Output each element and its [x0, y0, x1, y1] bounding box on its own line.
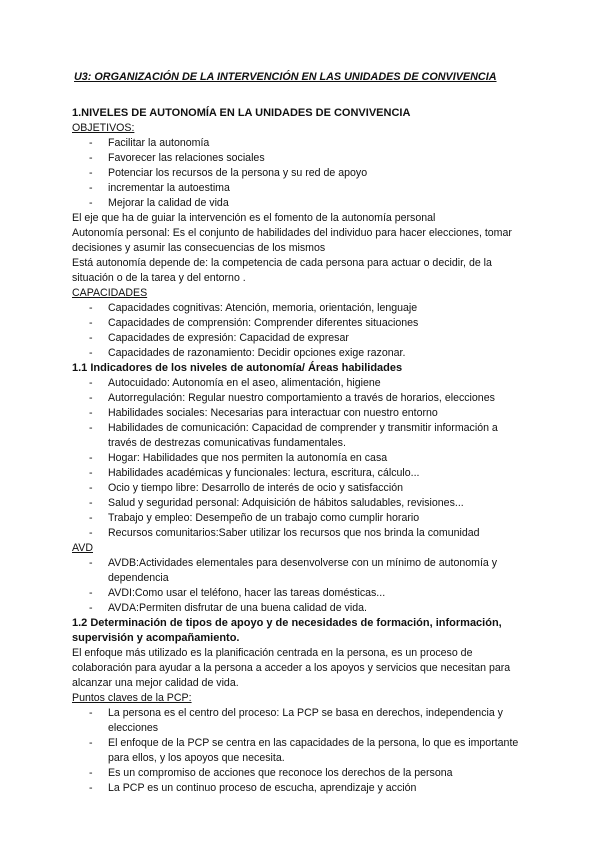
objetivos-label: OBJETIVOS:	[72, 122, 135, 134]
list-item: - Potenciar los recursos de la persona y su red de apoyo	[72, 166, 522, 181]
avd-label: AVD	[72, 542, 93, 554]
objetivos-list	[72, 136, 522, 211]
list-item: - Capacidades de comprensión: Comprender diferentes situaciones	[72, 316, 522, 331]
puntos-claves-label: Puntos claves de la PCP:	[72, 692, 192, 704]
list-item: - La PCP es un continuo proceso de escucha, aprendizaje y acción	[72, 781, 522, 796]
paragraph-depende: Está autonomía depende de: la competencia de cada persona para actuar o decidir, de la situación o de la tarea y del entorno .	[72, 257, 492, 284]
section-1-2-heading: 1.2 Determinación de tipos de apoyo y de necesidades de formación, información, supervisión y acompañamiento.	[72, 617, 502, 644]
list-item: - Es un compromiso de acciones que reconoce los derechos de la persona	[72, 766, 522, 781]
list-item: - Mejorar la calidad de vida	[72, 196, 522, 211]
paragraph-eje: El eje que ha de guiar la intervención es el fomento de la autonomía personal	[72, 212, 436, 224]
section-1-heading: 1.NIVELES DE AUTONOMÍA EN LA UNIDADES DE CONVIVENCIA	[72, 107, 411, 119]
section-1-1-heading: 1.1 Indicadores de los niveles de autonomía/ Áreas habilidades	[72, 362, 403, 374]
list-item: - Capacidades de expresión: Capacidad de expresar	[72, 331, 522, 346]
document-body	[72, 70, 522, 796]
list-item: - incrementar la autoestima	[72, 181, 522, 196]
list-item: - Favorecer las relaciones sociales	[72, 151, 522, 166]
list-item: - Trabajo y empleo: Desempeño de un trabajo como cumplir horario	[72, 511, 522, 526]
avd-list	[72, 556, 522, 616]
list-item: - El enfoque de la PCP se centra en las capacidades de la persona, lo que es importante para ellos, y los apoyos que necesita.	[72, 736, 522, 766]
paragraph-definicion: Autonomía personal: Es el conjunto de habilidades del individuo para hacer elecciones, tomar decisiones y asumir las consecuencias de los mismos	[72, 227, 512, 254]
list-item: - Autocuidado: Autonomía en el aseo, alimentación, higiene	[72, 376, 522, 391]
unit-title: U3: ORGANIZACIÓN DE LA INTERVENCIÓN EN LAS UNIDADES DE CONVIVENCIA	[74, 71, 497, 83]
list-item: - Capacidades de razonamiento: Decidir opciones exige razonar.	[72, 346, 522, 361]
list-item: - Capacidades cognitivas: Atención, memoria, orientación, lenguaje	[72, 301, 522, 316]
list-item: - Facilitar la autonomía	[72, 136, 522, 151]
capacidades-label: CAPACIDADES	[72, 287, 148, 299]
list-item: - La persona es el centro del proceso: La PCP se basa en derechos, independencia y elecciones	[72, 706, 522, 736]
paragraph-pcp-intro: El enfoque más utilizado es la planificación centrada en la persona, es un proceso de colaboración para ayudar a la persona a acceder a los apoyos y servicios que necesitan para alcanzar una mejor calidad de vida.	[72, 647, 511, 689]
puntos-claves-list	[72, 706, 522, 796]
list-item: - AVDI:Como usar el teléfono, hacer las tareas domésticas...	[72, 586, 522, 601]
list-item: - Recursos comunitarios:Saber utilizar los recursos que nos brinda la comunidad	[72, 526, 522, 541]
list-item: - AVDB:Actividades elementales para desenvolverse con un mínimo de autonomía y dependencia	[72, 556, 522, 586]
list-item: - Hogar: Habilidades que nos permiten la autonomía en casa	[72, 451, 522, 466]
list-item: - Autorregulación: Regular nuestro comportamiento a través de horarios, elecciones	[72, 391, 522, 406]
list-item: - Habilidades sociales: Necesarias para interactuar con nuestro entorno	[72, 406, 522, 421]
list-item: - AVDA:Permiten disfrutar de una buena calidad de vida.	[72, 601, 522, 616]
list-item: - Habilidades de comunicación: Capacidad de comprender y transmitir información a través de destrezas comunicativas fundamentales.	[72, 421, 522, 451]
list-item: - Salud y seguridad personal: Adquisición de hábitos saludables, revisiones...	[72, 496, 522, 511]
capacidades-list	[72, 301, 522, 361]
list-item: - Ocio y tiempo libre: Desarrollo de interés de ocio y satisfacción	[72, 481, 522, 496]
indicadores-list	[72, 376, 522, 541]
list-item: - Habilidades académicas y funcionales: lectura, escritura, cálculo...	[72, 466, 522, 481]
